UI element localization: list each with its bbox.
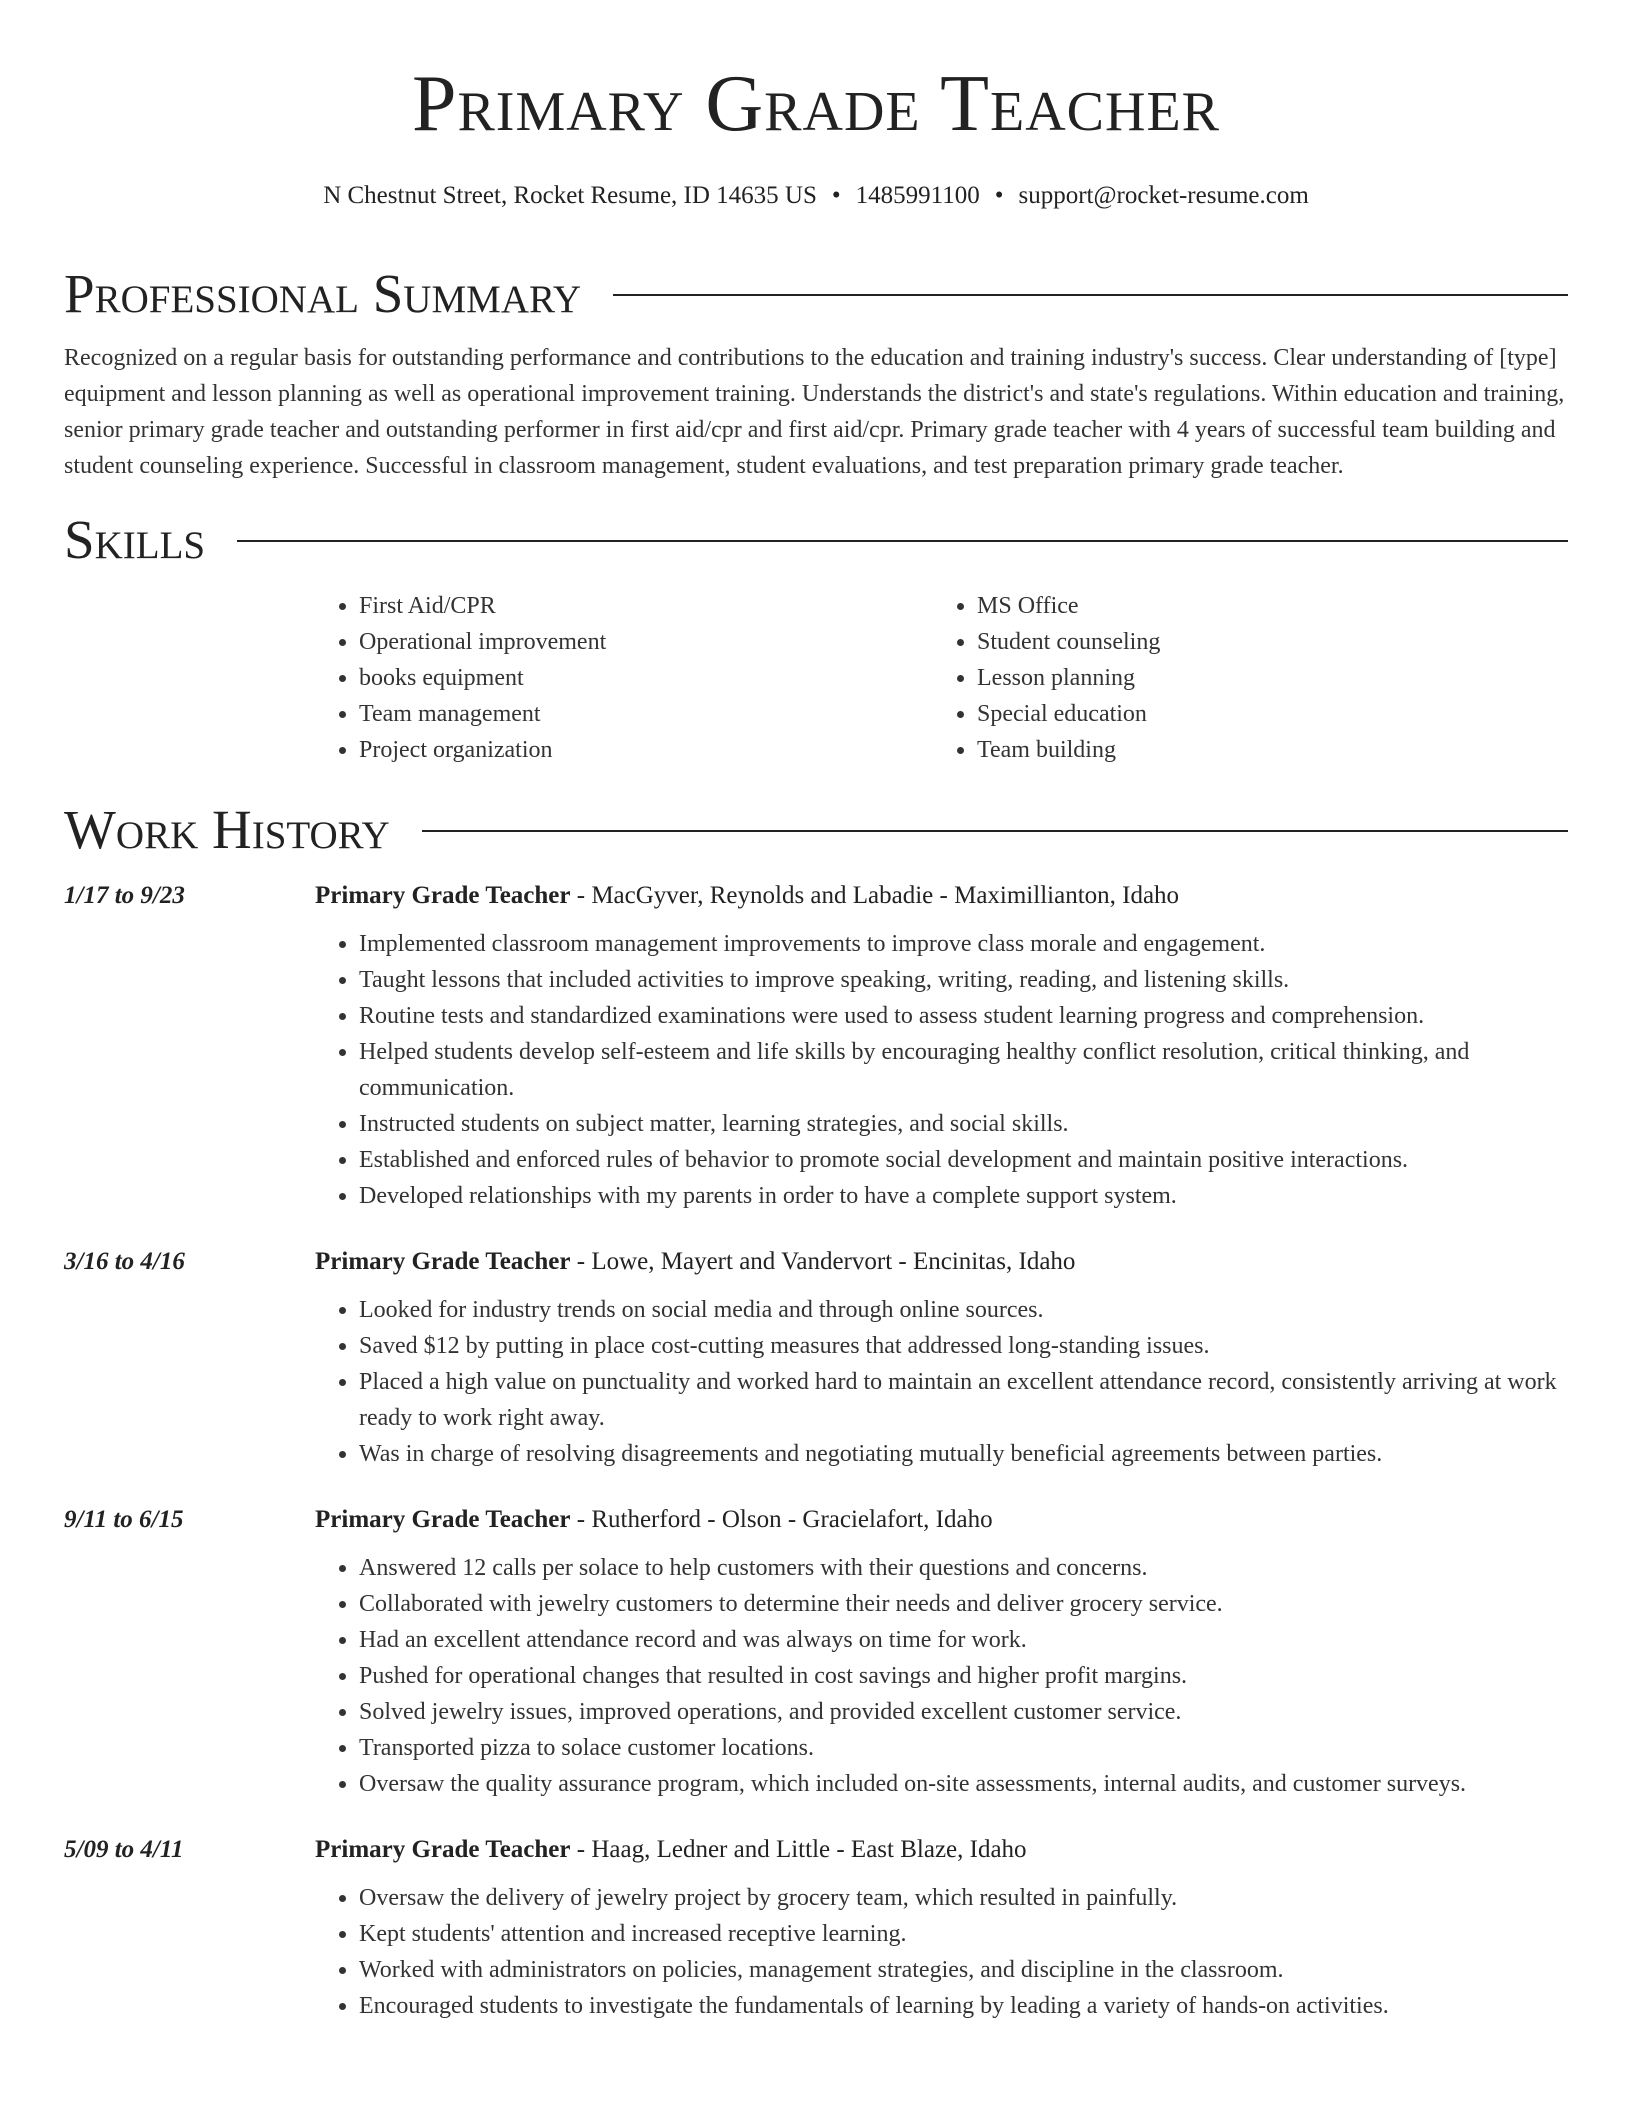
section-title-skills: Skills (64, 509, 206, 570)
job-bullet: • Solved jewelry issues, improved operations, and provided excellent customer service. (359, 1694, 1568, 1730)
job-bullet: • Kept students' attention and increased receptive learning. (359, 1916, 1568, 1952)
job-bullet: • Worked with administrators on policies, management strategies, and discipline in the classroom. (359, 1952, 1568, 1988)
skill-item: • Team management (359, 696, 933, 732)
skill-item: • Student counseling (977, 624, 1160, 660)
section-heading-skills (64, 508, 1568, 572)
job-company: - MacGyver, Reynolds and Labadie - Maximillianton, Idaho (570, 882, 1180, 909)
job-dates: 9/11 to 6/15 (64, 1506, 184, 1533)
skills-list (315, 588, 1568, 768)
job-title-line (315, 1246, 1568, 1278)
job-bullet: • Answered 12 calls per solace to help customers with their questions and concerns. (359, 1550, 1568, 1586)
job-role: Primary Grade Teacher (315, 1836, 571, 1863)
skill-item: • Special education (977, 696, 1160, 732)
contact-line (64, 180, 1568, 212)
skills-column-right (933, 588, 1160, 768)
contact-email: support@rocket-resume.com (1018, 182, 1309, 209)
job-bullet: • Encouraged students to investigate the fundamentals of learning by leading a variety of hands-on activities. (359, 1988, 1568, 2024)
job-bullet: • Routine tests and standardized examinations were used to assess student learning progress and comprehension. (359, 998, 1568, 1034)
candidate-name: Primary Grade Teacher (411, 60, 1221, 148)
section-title-summary: Professional Summary (64, 263, 582, 324)
job-bullets (315, 1550, 1568, 1802)
job-dates: 3/16 to 4/16 (64, 1248, 185, 1275)
job-title-line (315, 1504, 1568, 1536)
job-bullet: • Was in charge of resolving disagreements and negotiating mutually beneficial agreements between parties. (359, 1436, 1568, 1472)
job-entry (64, 880, 1568, 1214)
job-title-line (315, 880, 1568, 912)
job-bullet: • Transported pizza to solace customer locations. (359, 1730, 1568, 1766)
job-role: Primary Grade Teacher (315, 1248, 571, 1275)
job-dates: 1/17 to 9/23 (64, 882, 185, 909)
job-bullet: • Helped students develop self-esteem and life skills by encouraging healthy conflict resolution, critical thinking, and communication. (359, 1034, 1568, 1106)
job-entry (64, 1504, 1568, 1802)
job-role: Primary Grade Teacher (315, 1506, 571, 1533)
job-bullet: • Instructed students on subject matter, learning strategies, and social skills. (359, 1106, 1568, 1142)
job-bullet: • Saved $12 by putting in place cost-cutting measures that addressed long-standing issues. (359, 1328, 1568, 1364)
job-entry (64, 1246, 1568, 1472)
job-body (315, 1246, 1568, 1472)
skills-column-left (315, 588, 933, 768)
job-bullets (315, 926, 1568, 1214)
job-bullet: • Collaborated with jewelry customers to determine their needs and deliver grocery service. (359, 1586, 1568, 1622)
job-bullet: • Pushed for operational changes that resulted in cost savings and higher profit margins. (359, 1658, 1568, 1694)
job-bullets (315, 1880, 1568, 2024)
skill-item: • Lesson planning (977, 660, 1160, 696)
skill-item: • First Aid/CPR (359, 588, 933, 624)
job-bullets (315, 1292, 1568, 1472)
job-bullet: • Taught lessons that included activities to improve speaking, writing, reading, and listening skills. (359, 962, 1568, 998)
section-divider (422, 830, 1568, 832)
job-company: - Lowe, Mayert and Vandervort - Encinitas, Idaho (570, 1248, 1076, 1275)
job-body (315, 1504, 1568, 1802)
skill-item: • MS Office (977, 588, 1160, 624)
job-bullet: • Established and enforced rules of behavior to promote social development and maintain positive interactions. (359, 1142, 1568, 1178)
job-bullet: • Oversaw the delivery of jewelry project by grocery team, which resulted in painfully. (359, 1880, 1568, 1916)
skill-item: • Operational improvement (359, 624, 933, 660)
job-title-line (315, 1834, 1568, 1866)
contact-separator: • (831, 182, 841, 209)
job-role: Primary Grade Teacher (315, 882, 571, 909)
section-heading-summary (64, 262, 1568, 326)
job-bullet: • Oversaw the quality assurance program, which included on-site assessments, internal audits, and customer surveys. (359, 1766, 1568, 1802)
job-bullet: • Looked for industry trends on social media and through online sources. (359, 1292, 1568, 1328)
job-entry (64, 1834, 1568, 2024)
contact-phone: 1485991100 (855, 182, 980, 209)
job-body (315, 880, 1568, 1214)
job-dates: 5/09 to 4/11 (64, 1836, 184, 1863)
contact-separator: • (994, 182, 1004, 209)
skill-item: • Project organization (359, 732, 933, 768)
job-company: - Rutherford - Olson - Gracielafort, Idaho (570, 1506, 993, 1533)
job-company: - Haag, Ledner and Little - East Blaze, Idaho (570, 1836, 1027, 1863)
section-divider (237, 540, 1568, 542)
summary-paragraph: Recognized on a regular basis for outstanding performance and contributions to the education and training industry's success. Clear understanding of [type] equipment and lesson planning as well as operational improvement training. Understands the district's and state's regulations. Within education and training, senior primary grade teacher and outstanding performer in first aid/cpr and first aid/cpr. Primary grade teacher with 4 years of successful team building and student counseling experience. Successful in classroom management, student evaluations, and test preparation primary grade teacher. (64, 345, 1565, 479)
section-heading-work (64, 798, 1568, 862)
section-title-work: Work History (64, 799, 390, 860)
skill-item: • books equipment (359, 660, 933, 696)
job-bullet: • Had an excellent attendance record and was always on time for work. (359, 1622, 1568, 1658)
job-bullet: • Developed relationships with my parents in order to have a complete support system. (359, 1178, 1568, 1214)
job-bullet: • Implemented classroom management improvements to improve class morale and engagement. (359, 926, 1568, 962)
job-body (315, 1834, 1568, 2024)
job-bullet: • Placed a high value on punctuality and worked hard to maintain an excellent attendance record, consistently arriving at work ready to work right away. (359, 1364, 1568, 1436)
skill-item: • Team building (977, 732, 1160, 768)
section-divider (613, 294, 1568, 296)
contact-address: N Chestnut Street, Rocket Resume, ID 14635 US (323, 182, 817, 209)
